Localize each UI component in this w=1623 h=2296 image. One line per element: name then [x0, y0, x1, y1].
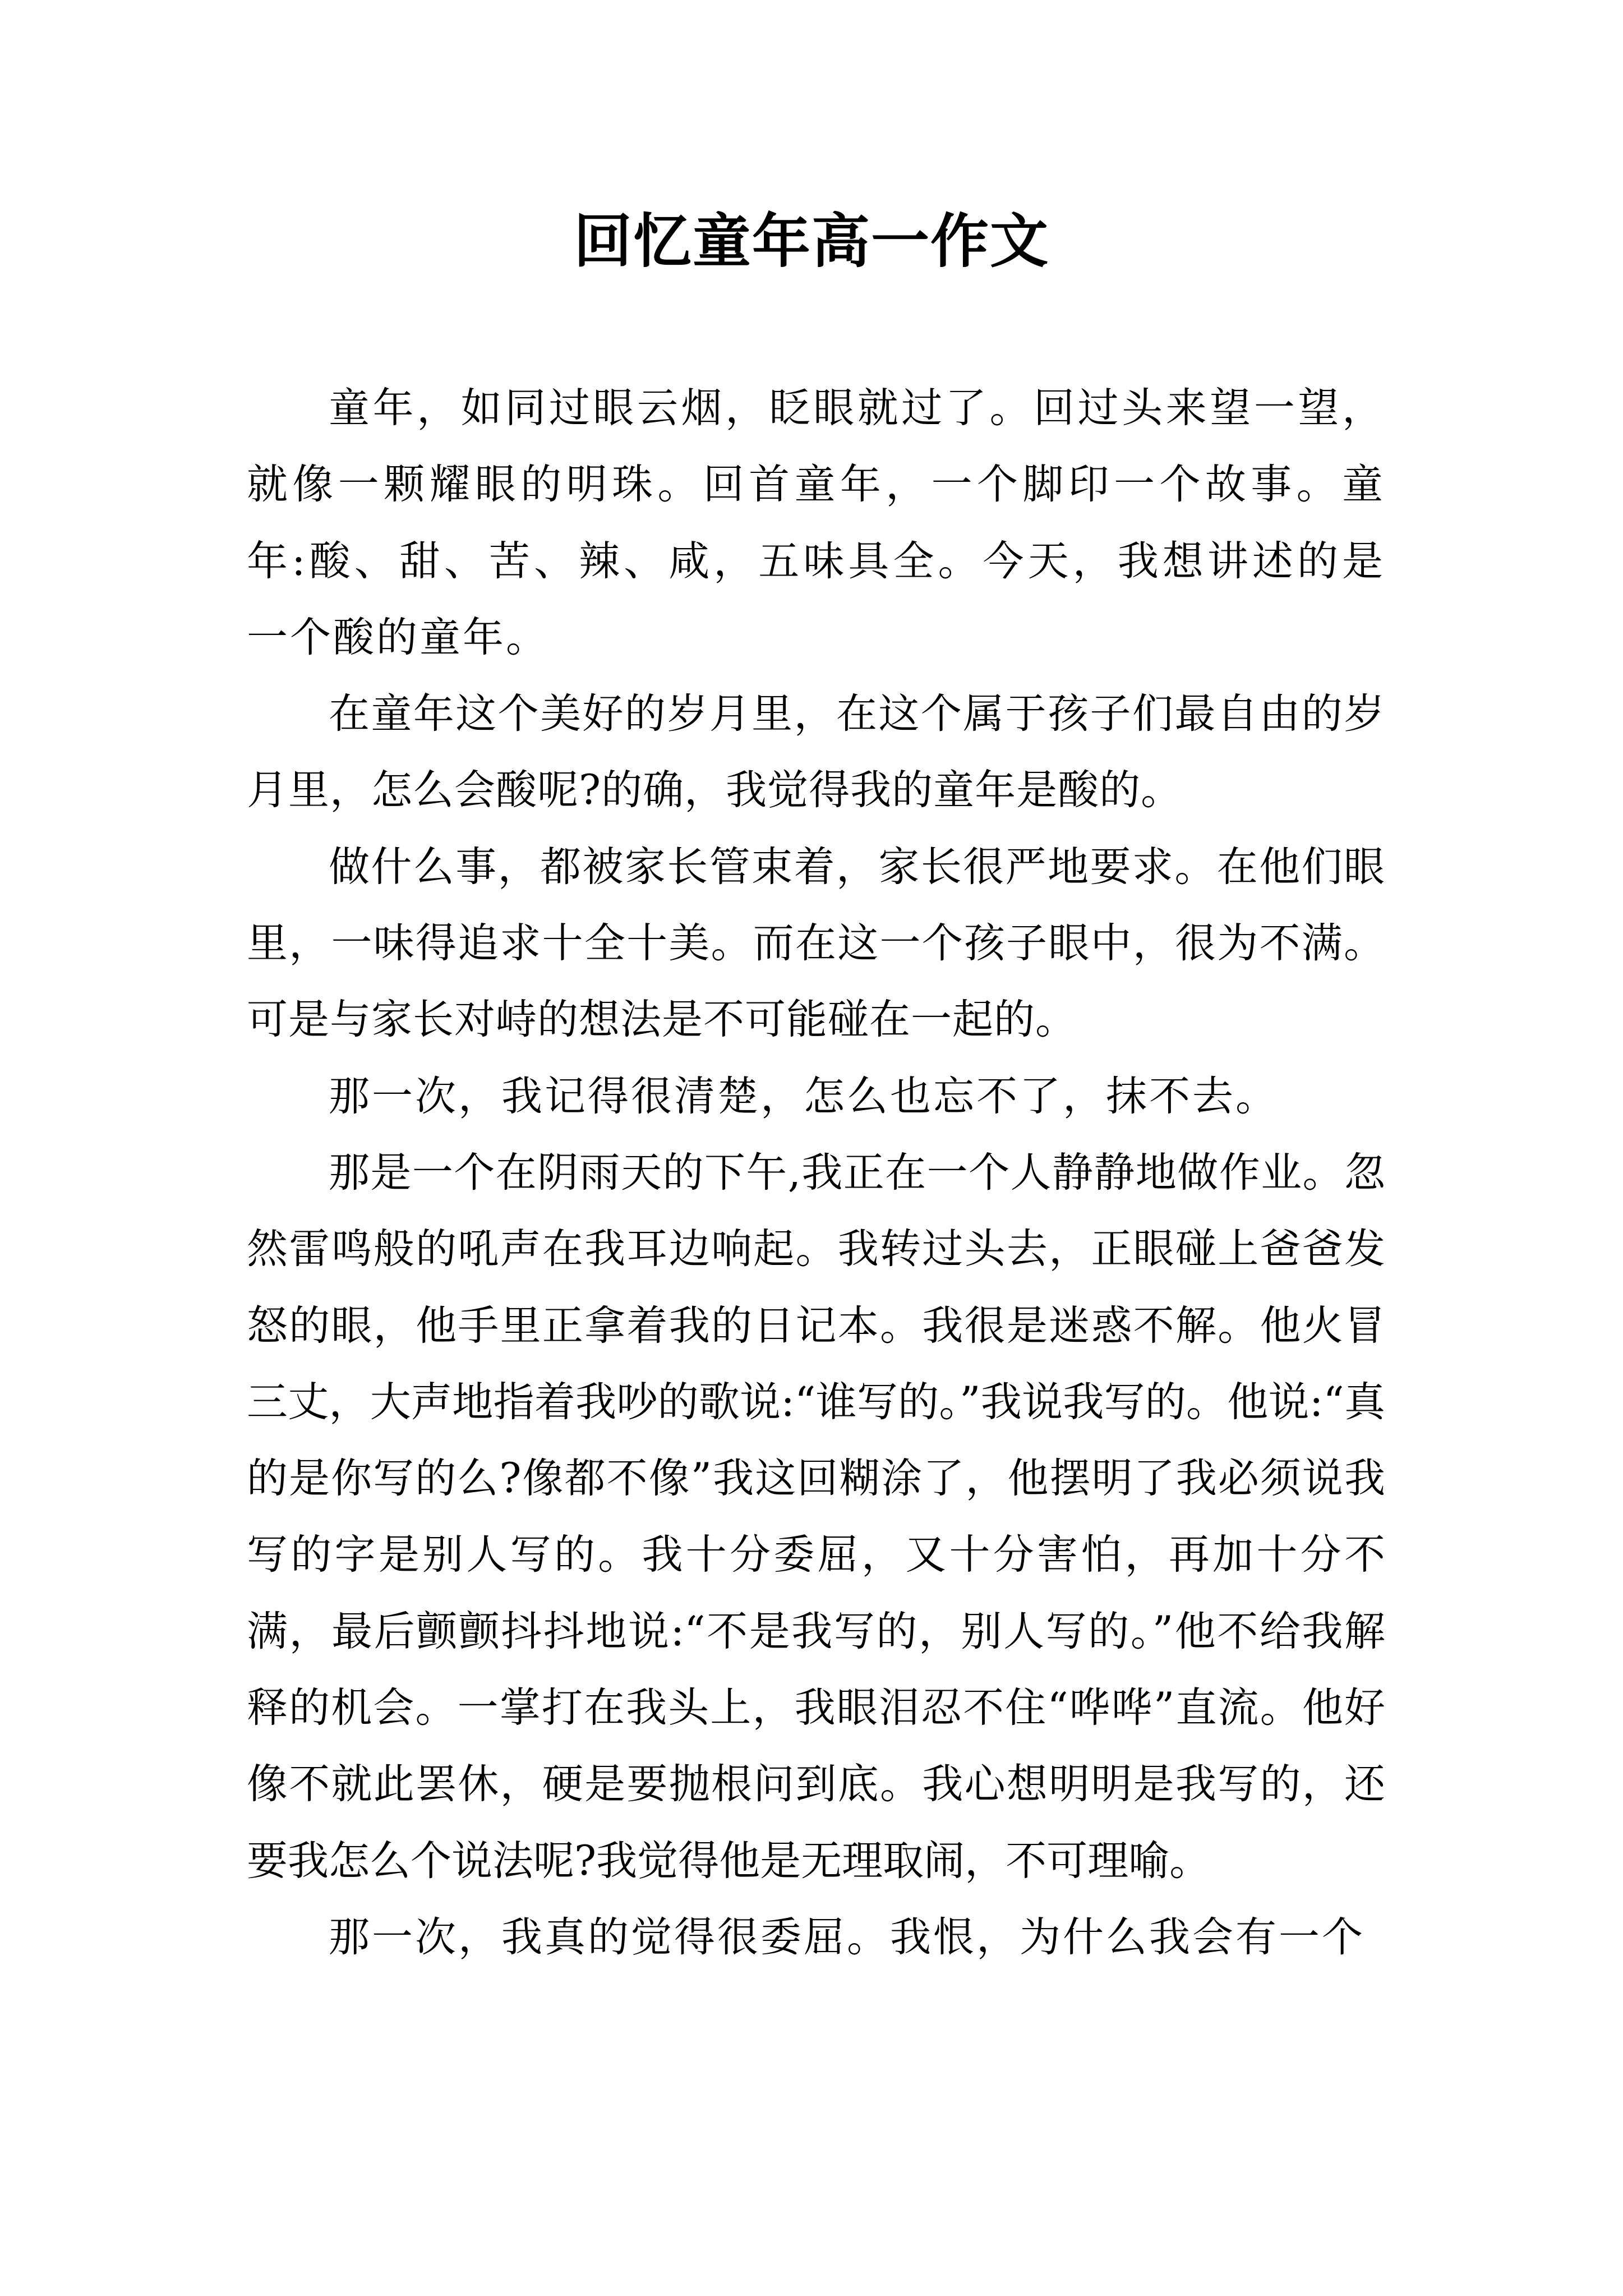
document-title: 回忆童年高一作文	[573, 206, 1049, 275]
paragraph: 在童年这个美好的岁月里，在这个属于孩子们最自由的岁月里，怎么会酸呢?的确，我觉得我的童年是酸的。	[247, 690, 1385, 815]
paragraph: 做什么事，都被家长管束着，家长很严地要求。在他们眼里，一味得追求十全十美。而在这一个孩子眼中，很为不满。可是与家长对峙的想法是不可能碰在一起的。	[247, 843, 1385, 1044]
paragraph: 那是一个在阴雨天的下午,我正在一个人静静地做作业。忽然雷鸣般的吼声在我耳边响起。我转过头去，正眼碰上爸爸发怒的眼，他手里正拿着我的日记本。我很是迷惑不解。他火冒三丈，大声地指着我吵的歌说:“谁写的。”我说我写的。他说:“真的是你写的么?像都不像”我这回糊涂了，他摆明了我必须说我写的字是别人写的。我十分委屈，又十分害怕，再加十分不满，最后颤颤抖抖地说:“不是我写的，别人写的。”他不给我解释的机会。一掌打在我头上，我眼泪忍不住“哗哗”直流。他好像不就此罢休，硬是要抛根问到底。我心想明明是我写的，还要我怎么个说法呢?我觉得他是无理取闹，不可理喻。	[247, 1148, 1385, 1885]
paragraph: 那一次，我记得很清楚，怎么也忘不了，抹不去。	[329, 1072, 1279, 1120]
paragraph: 那一次，我真的觉得很委屈。我恨，为什么我会有一个	[329, 1913, 1365, 1961]
document-body	[247, 370, 1385, 1976]
paragraph: 童年，如同过眼云烟，眨眼就过了。回过头来望一望，就像一颗耀眼的明珠。回首童年，一个脚印一个故事。童年:酸、甜、苦、辣、咸，五味具全。今天，我想讲述的是一个酸的童年。	[247, 384, 1385, 661]
